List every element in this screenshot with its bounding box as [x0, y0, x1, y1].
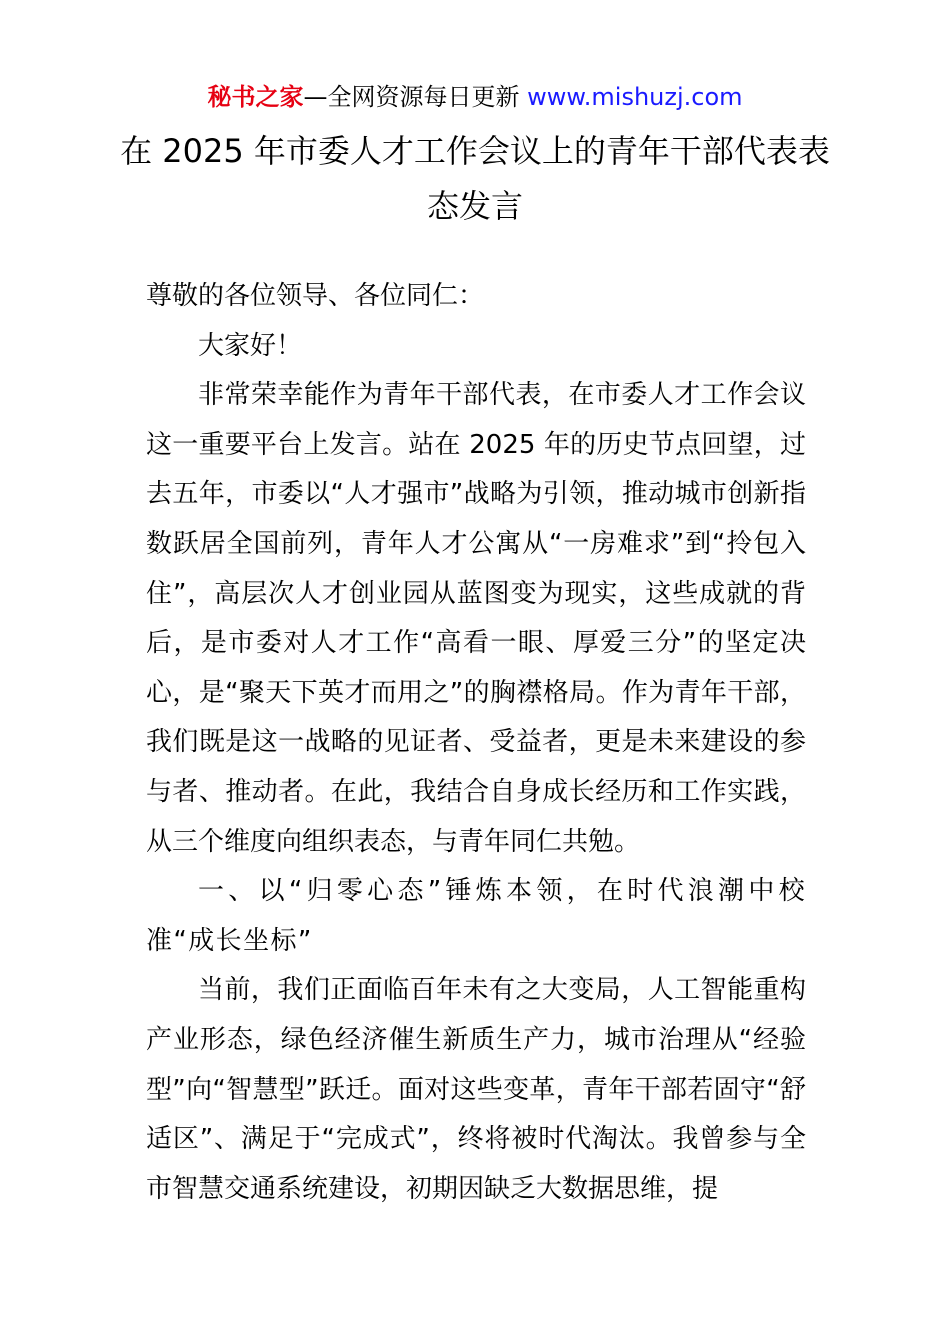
document-body — [146, 272, 806, 1214]
section-heading: 一、以“归零心态”锤炼本领，在时代浪潮中校准“成长坐标” — [146, 876, 806, 956]
body-paragraph: 非常荣幸能作为青年干部代表，在市委人才工作会议这一重要平台上发言。站在 2025 年的历史节点回望，过去五年，市委以“人才强市”战略为引领，推动城市创新指数跃居全国前列，青年人才公寓从“一房难求”到“拎包入住”，高层次人才创业园从蓝图变为现实，这些成就的背后，是市委对人才工作“高看一眼、厚爱三分”的坚定决心，是“聚天下英才而用之”的胸襟格局。作为青年干部，我们既是这一战略的见证者、受益者，更是未来建设的参与者、推动者。在此，我结合自身成长经历和工作实践，从三个维度向组织表态，与青年同仁共勉。 — [146, 380, 806, 857]
greeting: 大家好！ — [198, 330, 303, 361]
document-title: 在 2025 年市委人才工作会议上的青年干部代表表态发言 — [120, 132, 830, 225]
salutation: 尊敬的各位领导、各位同仁： — [146, 281, 485, 311]
site-url-link[interactable]: www.mishuzj.com — [527, 83, 743, 111]
site-header — [0, 80, 950, 114]
body-paragraph: 当前，我们正面临百年未有之大变局，人工智能重构产业形态，绿色经济催生新质生产力，城市治理从“经验型”向“智慧型”跃迁。面对这些变革，青年干部若固守“舒适区”、满足于“完成式”，终将被时代淘汰。我曾参与全市智慧交通系统建设，初期因缺乏大数据思维，提 — [146, 975, 806, 1204]
site-tagline: —全网资源每日更新 — [303, 83, 520, 111]
site-brand: 秘书之家 — [207, 83, 304, 111]
